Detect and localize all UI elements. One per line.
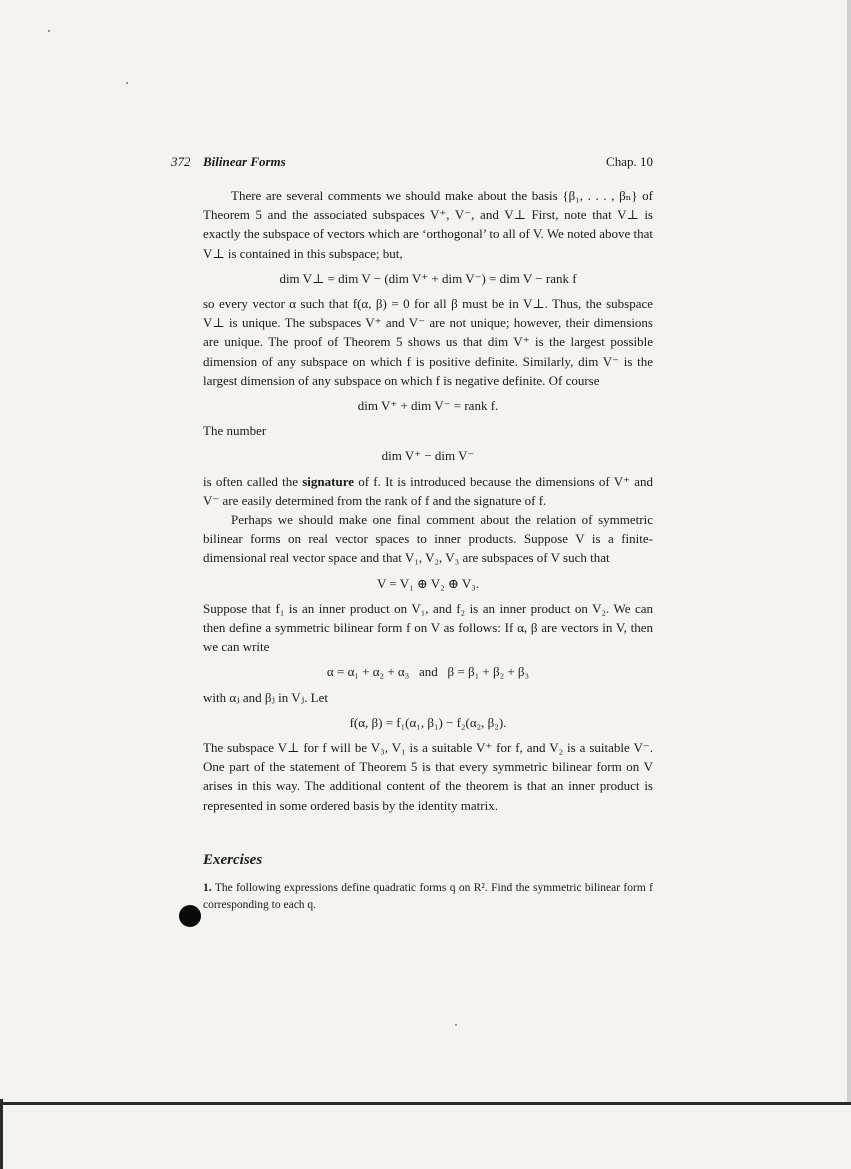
- running-title: Bilinear Forms: [203, 154, 286, 169]
- running-header: [171, 152, 653, 176]
- book-page: [171, 152, 654, 914]
- page-number: 372: [171, 154, 191, 169]
- exercises-heading: Exercises: [203, 851, 263, 868]
- paragraph-3: The number: [203, 423, 267, 439]
- paragraph-8: The subspace V⊥ for f will be V₃, V₁ is a suitable V⁺ for f, and V₂ is a suitable V⁻. One part of the statement of Theorem 5 is that every symmetric bilinear form on V arises in this way. The additional content of the theorem is that an inner product is represented in some ordered basis by the identity matrix.: [203, 740, 653, 813]
- paragraph-2: so every vector α such that f(α, β) = 0 for all β must be in V⊥. Thus, the subspace V⊥ is unique. The subspaces V⁺ and V⁻ are not unique; however, their dimensions are unique. The proof of Theorem 5 shows us that dim V⁺ is the largest possible dimension of any subspace on which f is positive definite. Similarly, dim V⁻ is the largest dimension of any subspace on which f is negative definite. Of course: [203, 296, 653, 388]
- paragraph-7: with αⱼ and βⱼ in Vⱼ. Let: [203, 689, 328, 705]
- exercise-1-text: The following expressions define quadratic forms q on R². Find the symmetric bilinear form f corresponding to each q.: [203, 882, 654, 912]
- punch-hole-mark: [179, 905, 201, 927]
- scan-edge-left: [0, 1099, 3, 1169]
- scan-edge-right: [847, 0, 851, 1169]
- equation-dim-v-perp: dim V⊥ = dim V − (dim V⁺ + dim V⁻) = dim V − rank f: [279, 270, 577, 286]
- paragraph-1: There are several comments we should make about the basis {β₁, . . . , βₙ} of Theorem 5 and the associated subspaces V⁺, V⁻, and V⊥ First, note that V⊥ is exactly the subspace of vectors which are ‘orthogonal’ to all of V. We noted above that V⊥ is contained in this subspace; but,: [203, 188, 653, 261]
- paragraph-5: Perhaps we should make one final comment about the relation of symmetric bilinear forms on real vector spaces to inner products. Suppose V is a finite-dimensional real vector space and that V₁, V₂, V₃ are subspaces of V such that: [203, 512, 653, 566]
- paragraph-4: [203, 472, 653, 510]
- equation-dim-sum: dim V⁺ + dim V⁻ = rank f.: [357, 398, 499, 414]
- paragraph-4-before: is often called the: [203, 473, 298, 489]
- paragraph-4-after: of f. It is introduced because the dimensions of V⁺ and V⁻ are easily determined from the rank of f and the signature of f.: [203, 473, 653, 508]
- chapter-label: Chap. 10: [606, 154, 653, 169]
- scan-speck: [48, 30, 50, 32]
- scan-speck: [126, 82, 128, 84]
- scan-edge-bottom: [0, 1102, 851, 1169]
- paragraph-6: Suppose that f₁ is an inner product on V₁, and f₂ is an inner product on V₂. We can then define a symmetric bilinear form f on V as follows: If α, β are vectors in V, then we can write: [203, 600, 653, 655]
- exercise-1-number: 1.: [203, 882, 212, 895]
- equation-form-definition: f(α, β) = f₁(α₁, β₁) − f₂(α₂, β₂).: [349, 714, 507, 730]
- equation-signature: dim V⁺ − dim V⁻: [381, 448, 475, 464]
- equation-direct-sum: V = V₁ ⊕ V₂ ⊕ V₃.: [376, 575, 480, 591]
- scan-speck: [455, 1024, 457, 1026]
- signature-term: signature: [302, 473, 354, 489]
- equation-decomposition: α = α₁ + α₂ + α₃ and β = β₁ + β₂ + β₃: [326, 664, 530, 680]
- exercise-1: [203, 880, 653, 914]
